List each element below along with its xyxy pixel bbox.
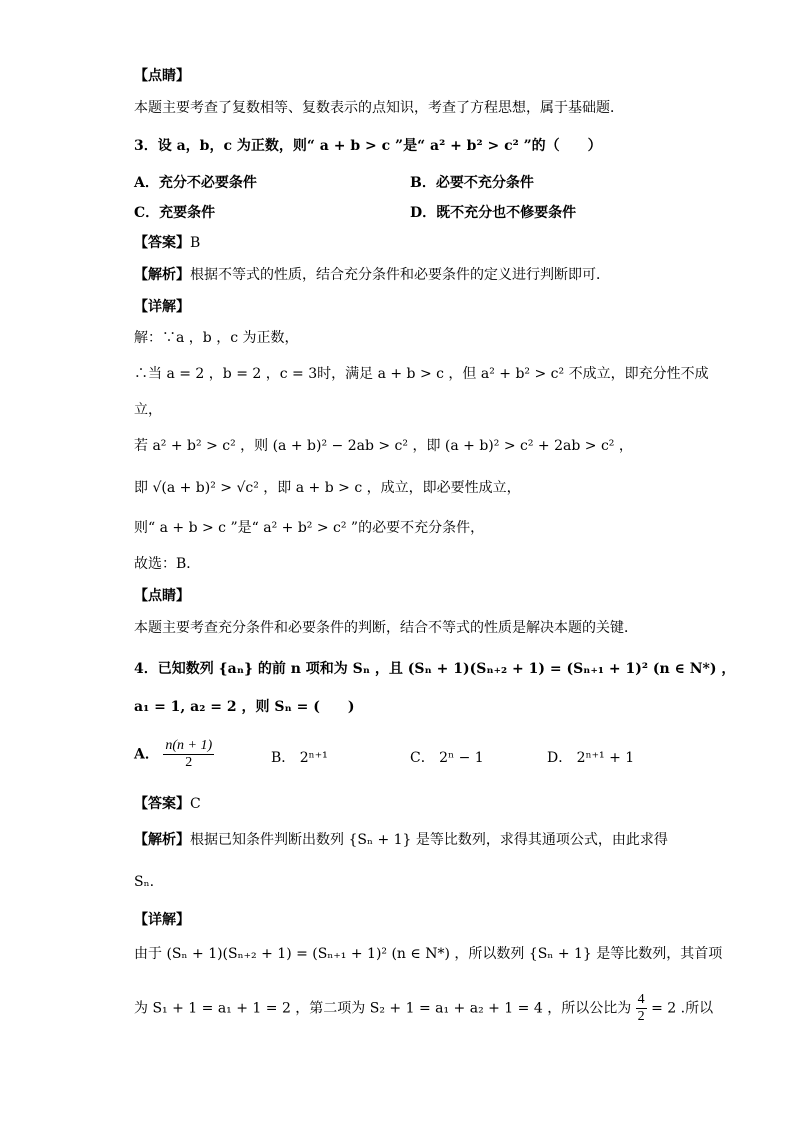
q3-detail-line-4: 若 a² + b² > c² ，则 (a + b)² − 2ab > c² ，即 (a + b)² > c² + 2ab > c² ，	[134, 438, 633, 454]
question-4-stem: 4．已知数列 {aₙ} 的前 n 项和为 Sₙ ，且 (Sₙ + 1)(Sₙ₊₂ + 1) = (Sₙ₊₁ + 1)² (n ∈ N*) ，	[134, 661, 736, 677]
q4-ratio-numerator: 4	[637, 992, 645, 1007]
q3-detail-tag: 【详解】	[134, 299, 190, 315]
q4-option-b: B． 2ⁿ⁺¹	[271, 750, 328, 766]
q3-dianjing-tag: 【点睛】	[134, 588, 190, 604]
question-4-stem-2: a₁ = 1, a₂ = 2 ，则 Sₙ = ( )	[134, 699, 355, 715]
q4-detail-line-2-b: = 2 .所以	[646, 1000, 714, 1017]
q4-detail-line-2	[134, 992, 713, 1025]
q3-answer-line	[134, 233, 200, 253]
q3-detail-line-5: 即 √(a + b)² > √c² ，即 a + b > c ，成立，即必要性成立，	[134, 480, 521, 496]
q4-option-c: C． 2ⁿ − 1	[410, 750, 484, 766]
q3-option-d: D．既不充分也不修要条件	[410, 205, 577, 221]
q4-answer-line	[134, 794, 201, 814]
q4-detail-line-2-a: 为 S₁ + 1 = a₁ + 1 = 2 ，第二项为 S₂ + 1 = a₁ + a₂ + 1 = 4 ，所以公比为	[134, 1000, 636, 1017]
q3-detail-line-3: 立，	[134, 402, 162, 418]
q4-option-a-numerator: n(n + 1)	[165, 738, 213, 753]
q4-option-a-label: A．	[134, 746, 159, 763]
q3-option-b: B．必要不充分条件	[410, 175, 534, 191]
q4-analysis-line-2: Sₙ.	[134, 874, 155, 890]
q3-answer-value: B	[190, 235, 201, 251]
q4-analysis-tag: 【解析】	[134, 832, 190, 848]
q3-detail-line-1: 解：∵a ，b ，c 为正数，	[134, 330, 299, 346]
q4-option-a	[134, 738, 214, 771]
dianjing-heading-1: 【点睛】	[134, 68, 190, 84]
q3-analysis-text: 根据不等式的性质，结合充分条件和必要条件的定义进行判断即可．	[190, 267, 610, 283]
q3-detail-line-7: 故选：B．	[134, 556, 201, 572]
q3-option-a: A．充分不必要条件	[134, 175, 257, 191]
q4-analysis-line	[134, 830, 668, 850]
q4-answer-value: C	[190, 796, 201, 812]
q4-answer-tag: 【答案】	[134, 796, 190, 812]
question-3-stem: 3．设 a，b，c 为正数，则“ a + b > c ”是“ a² + b² > c² ”的（ ）	[134, 138, 602, 154]
q4-analysis-text: 根据已知条件判断出数列 {Sₙ + 1} 是等比数列，求得其通项公式，由此求得	[190, 832, 668, 848]
q3-dianjing-text: 本题主要考查充分条件和必要条件的判断，结合不等式的性质是解决本题的关键．	[134, 620, 638, 636]
q3-answer-tag: 【答案】	[134, 235, 190, 251]
q3-analysis-line	[134, 265, 610, 285]
q3-analysis-tag: 【解析】	[134, 267, 190, 283]
q4-ratio-fraction	[636, 992, 647, 1025]
q3-option-c: C．充要条件	[134, 205, 216, 221]
q4-detail-line-1: 由于 (Sₙ + 1)(Sₙ₊₂ + 1) = (Sₙ₊₁ + 1)² (n ∈ N*) ，所以数列 {Sₙ + 1} 是等比数列，其首项	[134, 946, 723, 962]
q4-detail-tag: 【详解】	[134, 912, 190, 928]
q4-option-a-fraction	[163, 738, 214, 771]
q4-option-a-denominator: 2	[185, 755, 193, 770]
q3-detail-line-2: ∴当 a = 2 ，b = 2 ，c = 3时，满足 a + b > c ，但 a² + b² > c² 不成立，即充分性不成	[134, 366, 709, 382]
q4-ratio-denominator: 2	[637, 1009, 645, 1024]
dianjing-text-1: 本题主要考查了复数相等、复数表示的点知识，考查了方程思想，属于基础题．	[134, 100, 624, 116]
q3-detail-line-6: 则“ a + b > c ”是“ a² + b² > c² ”的必要不充分条件，	[134, 520, 485, 536]
q4-option-d: D． 2ⁿ⁺¹ + 1	[547, 750, 635, 766]
